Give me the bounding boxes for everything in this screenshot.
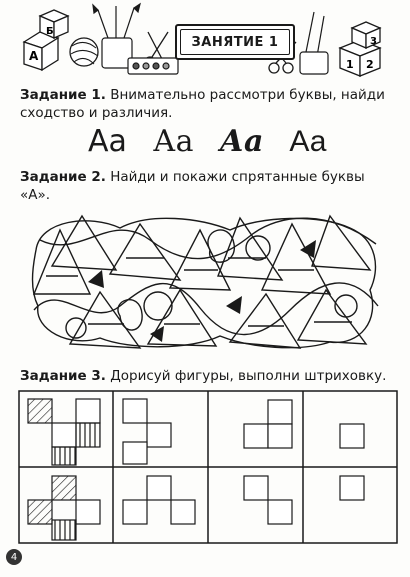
shape-row-2-cell-3 (244, 476, 292, 524)
task-3-label: Задание 3. (20, 368, 106, 384)
block-number-3: 3 (370, 36, 377, 47)
lesson-header (18, 2, 392, 80)
page-number: 4 (6, 549, 22, 565)
letter-sample-plain: Аа (289, 125, 327, 158)
letter-sample-serif: Аа (152, 124, 194, 159)
pencils-icon (300, 12, 328, 74)
lesson-banner (175, 24, 295, 60)
task-3-text: Дорисуй фигуры, выполни штриховку. (110, 368, 387, 384)
model-shape-row-2 (28, 476, 100, 540)
block-number-1: 1 (346, 58, 354, 71)
banner-title: ЗАНЯТИЕ 1 (191, 34, 279, 50)
task-3 (20, 367, 400, 385)
task-1 (20, 86, 390, 122)
block-number-2: 2 (366, 58, 374, 71)
model-shape-row-1 (28, 399, 100, 465)
task-2-text: Найди и покажи спрятанные буквы «А». (20, 169, 365, 203)
letter-sample-decorative: Аа (219, 124, 264, 159)
shape-row-1-cell-4 (340, 424, 364, 448)
letter-samples (88, 124, 378, 164)
shape-row-1-cell-2 (123, 399, 171, 464)
letter-sample-sans: Аа (88, 124, 127, 159)
hidden-letters-picture (30, 210, 382, 352)
paint-palette-icon (128, 58, 178, 74)
task-2 (20, 168, 390, 204)
block-a-letter: А (29, 49, 39, 63)
shape-row-2-cell-2 (123, 476, 195, 524)
shape-row-1-cell-3 (244, 400, 292, 448)
task-1-text: Внимательно рассмотри буквы, найди сходство и различия. (20, 87, 385, 121)
block-b-letter: Б (46, 26, 54, 37)
task-2-label: Задание 2. (20, 169, 106, 185)
shape-row-2-cell-4 (340, 476, 364, 500)
task-1-label: Задание 1. (20, 87, 106, 103)
drawing-grid (18, 390, 398, 544)
